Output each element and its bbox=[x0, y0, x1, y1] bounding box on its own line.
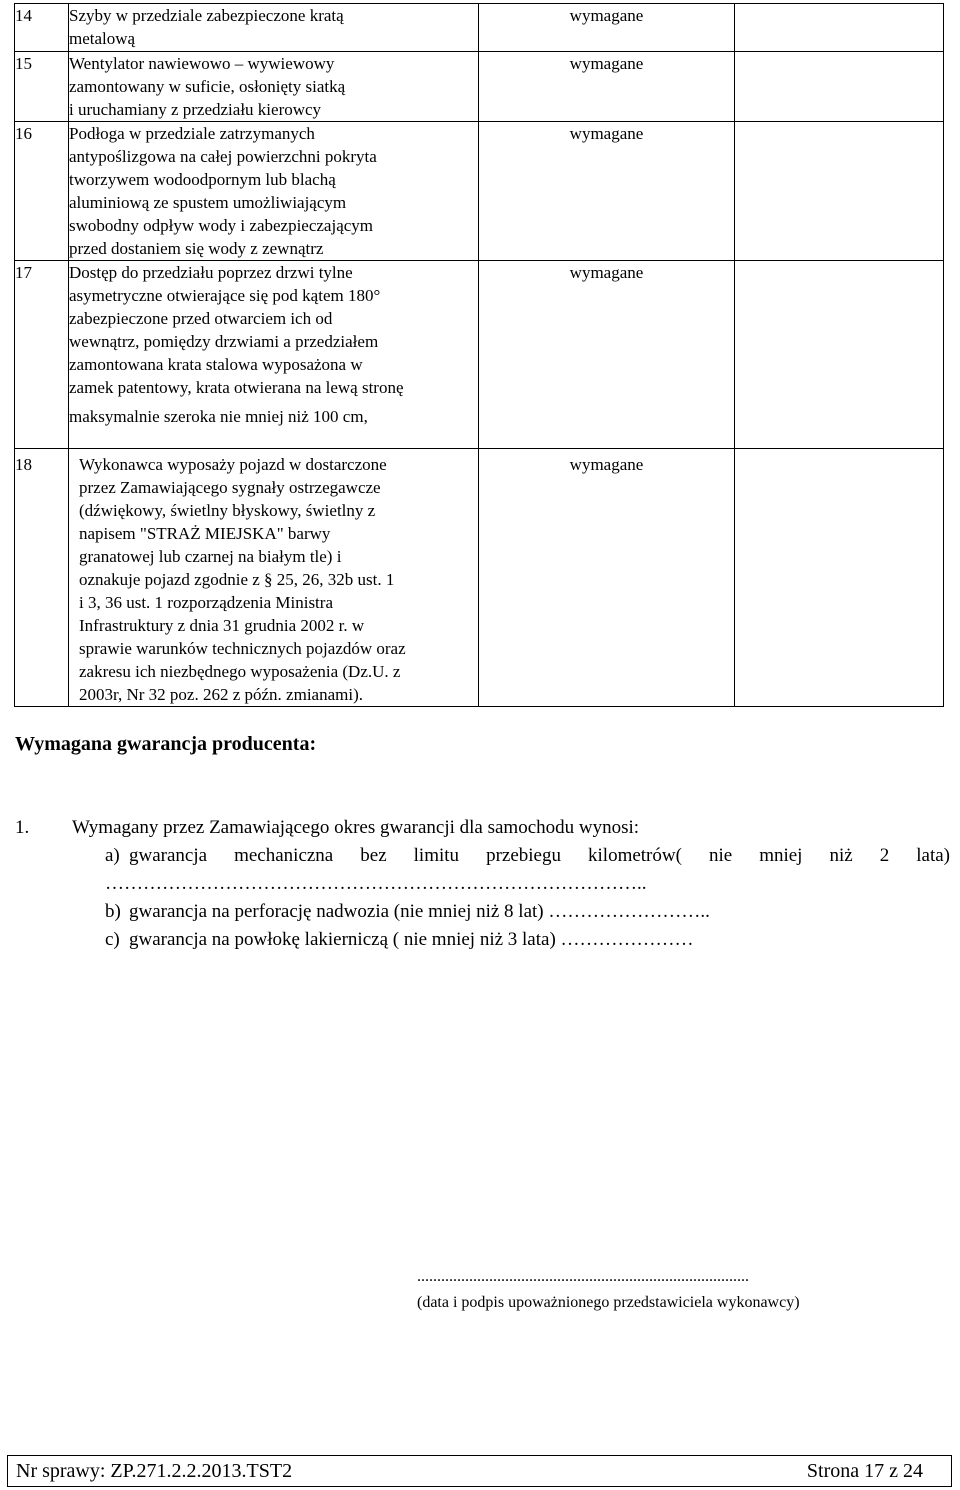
description-line: antypoślizgowa na całej powierzchni pokryta bbox=[69, 147, 377, 166]
description-line: granatowej lub czarnej na białym tle) i bbox=[79, 547, 342, 566]
description-line: Wentylator nawiewowo – wywiewowy bbox=[69, 54, 335, 73]
description-line: Podłoga w przedziale zatrzymanych bbox=[69, 124, 315, 143]
subitem-text: gwarancja na perforację nadwozia (nie mniej niż 8 lat) …………………….. bbox=[129, 901, 710, 922]
description-line: i 3, 36 ust. 1 rozporządzenia Ministra bbox=[79, 593, 333, 612]
row-offer-cell bbox=[735, 449, 944, 707]
row-offer-cell bbox=[735, 122, 944, 261]
description-line: Wykonawca wyposaży pojazd w dostarczone bbox=[79, 455, 387, 474]
description-line: Dostęp do przedziału poprzez drzwi tylne bbox=[69, 263, 353, 282]
description-line: Infrastruktury z dnia 31 grudnia 2002 r. w bbox=[79, 616, 365, 635]
warranty-item-number: 1. bbox=[15, 817, 30, 838]
warranty-subitem-c bbox=[15, 926, 950, 954]
description-line: metalową bbox=[69, 29, 136, 48]
description-line: zabezpieczone przed otwarciem ich od bbox=[69, 309, 333, 328]
row-description bbox=[69, 261, 479, 449]
description-line: Szyby w przedziale zabezpieczone kratą bbox=[69, 6, 344, 25]
description-line: i uruchamiany z przedziału kierowcy bbox=[69, 100, 322, 119]
description-line: napisem "STRAŻ MIEJSKA" barwy bbox=[79, 524, 331, 543]
row-offer-cell bbox=[735, 261, 944, 449]
description-line: maksymalnie szeroka nie mniej niż 100 cm, bbox=[69, 407, 368, 426]
description-line: aluminiową ze spustem umożliwiającym bbox=[69, 193, 347, 212]
warranty-subitem-a-dots bbox=[15, 870, 950, 898]
description-line: zamontowana krata stalowa wyposażona w bbox=[69, 355, 363, 374]
subitem-text: gwarancja mechaniczna bez limitu przebiegu kilometrów( nie mniej niż 2 lata) bbox=[129, 845, 950, 866]
page-number: Strona 17 z 24 bbox=[806, 1460, 923, 1482]
row-number: 18 bbox=[15, 449, 69, 707]
row-description bbox=[69, 4, 479, 52]
description-line: oznakuje pojazd zgodnie z § 25, 26, 32b ust. 1 bbox=[79, 570, 395, 589]
fill-in-dots: ………………………………………………………………………….. bbox=[105, 873, 647, 894]
subitem-letter: b) bbox=[105, 901, 121, 922]
page-footer bbox=[7, 1455, 952, 1487]
warranty-item-text: Wymagany przez Zamawiającego okres gwarancji dla samochodu wynosi: bbox=[72, 817, 640, 838]
row-number: 14 bbox=[15, 4, 69, 52]
table-row bbox=[15, 449, 944, 707]
table-row bbox=[15, 4, 944, 52]
warranty-heading: Wymagana gwarancja producenta: bbox=[15, 733, 317, 755]
row-requirement: wymagane bbox=[479, 4, 735, 52]
description-line: przed dostaniem się wody z zewnątrz bbox=[69, 239, 324, 258]
description-line: przez Zamawiającego sygnały ostrzegawcze bbox=[79, 478, 381, 497]
row-requirement: wymagane bbox=[479, 52, 735, 122]
row-description bbox=[69, 449, 479, 707]
row-requirement: wymagane bbox=[479, 449, 735, 707]
description-line: 2003r, Nr 32 poz. 262 z późn. zmianami). bbox=[79, 685, 363, 704]
case-number: Nr sprawy: ZP.271.2.2.2013.TST2 bbox=[16, 1460, 293, 1482]
description-line: zamek patentowy, krata otwierana na lewą stronę bbox=[69, 378, 404, 397]
signature-caption: (data i podpis upoważnionego przedstawiciela wykonawcy) bbox=[417, 1294, 800, 1311]
signature-block bbox=[417, 1264, 907, 1316]
description-line: asymetryczne otwierające się pod kątem 180° bbox=[69, 286, 381, 305]
description-line: wewnątrz, pomiędzy drzwiami a przedziałem bbox=[69, 332, 379, 351]
row-number: 16 bbox=[15, 122, 69, 261]
row-description bbox=[69, 122, 479, 261]
row-description bbox=[69, 52, 479, 122]
warranty-subitem-b bbox=[15, 898, 950, 926]
warranty-item bbox=[15, 814, 950, 842]
warranty-subitem-a bbox=[15, 842, 950, 870]
row-offer-cell bbox=[735, 4, 944, 52]
signature-dots: ................................................................................... bbox=[417, 1268, 749, 1285]
table-row bbox=[15, 261, 944, 449]
table-row bbox=[15, 122, 944, 261]
specification-table bbox=[14, 3, 944, 707]
row-requirement: wymagane bbox=[479, 261, 735, 449]
row-number: 17 bbox=[15, 261, 69, 449]
subitem-letter: a) bbox=[105, 845, 120, 866]
warranty-list bbox=[15, 814, 950, 954]
subitem-text: gwarancja na powłokę lakierniczą ( nie mniej niż 3 lata) ………………… bbox=[129, 929, 694, 950]
description-line: swobodny odpływ wody i zabezpieczającym bbox=[69, 216, 374, 235]
table-row bbox=[15, 52, 944, 122]
description-line: tworzywem wodoodpornym lub blachą bbox=[69, 170, 336, 189]
description-line: (dźwiękowy, świetlny błyskowy, świetlny z bbox=[79, 501, 376, 520]
description-line: zamontowany w suficie, osłonięty siatką bbox=[69, 77, 346, 96]
row-offer-cell bbox=[735, 52, 944, 122]
description-line: sprawie warunków technicznych pojazdów oraz bbox=[79, 639, 406, 658]
row-number: 15 bbox=[15, 52, 69, 122]
subitem-letter: c) bbox=[105, 929, 120, 950]
row-requirement: wymagane bbox=[479, 122, 735, 261]
description-line: zakresu ich niezbędnego wyposażenia (Dz.U. z bbox=[79, 662, 401, 681]
